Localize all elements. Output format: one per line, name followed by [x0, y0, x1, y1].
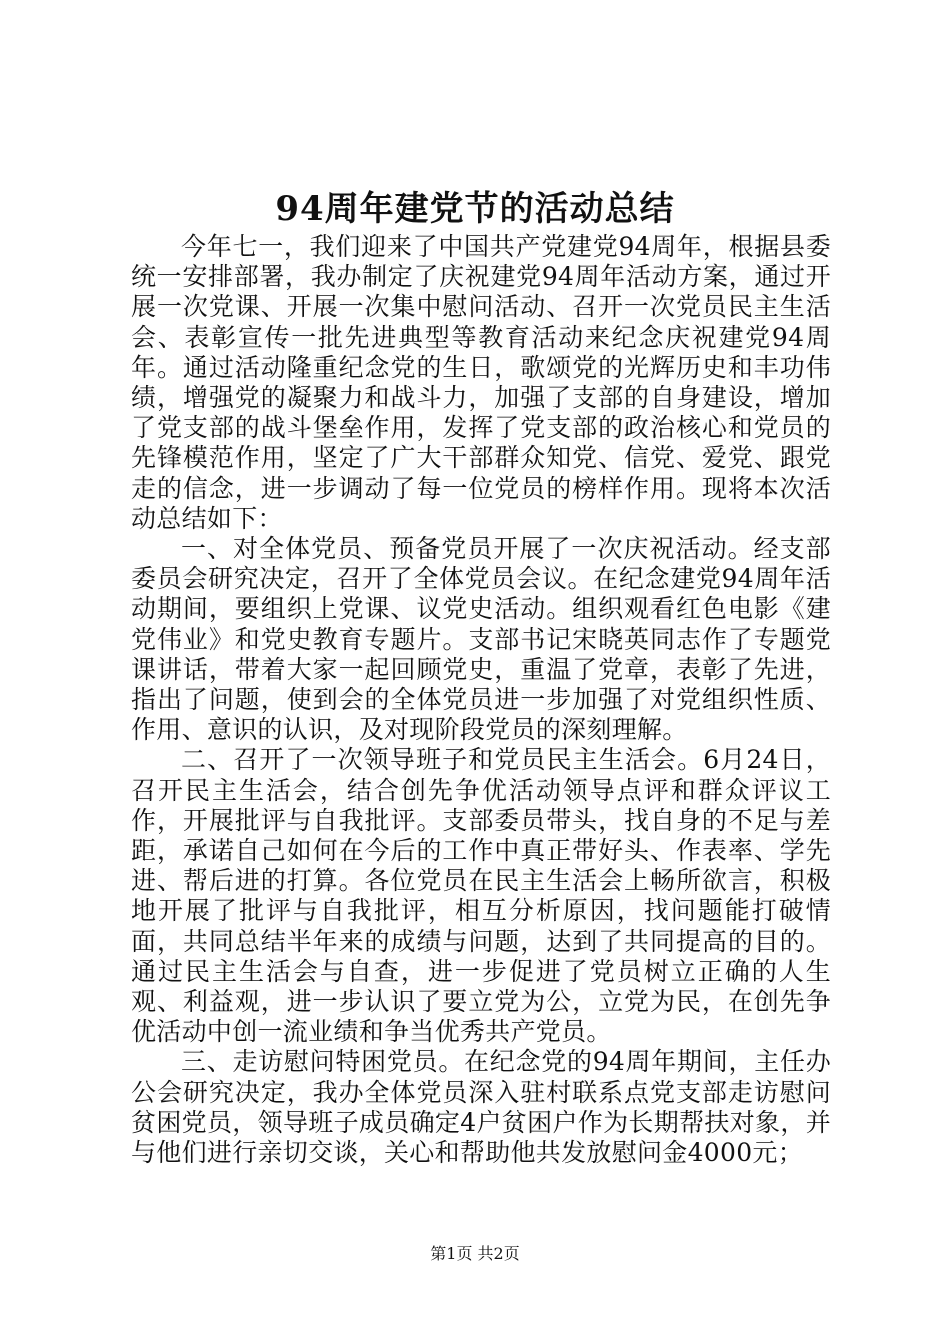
document-title: 94周年建党节的活动总结 — [275, 189, 675, 229]
paragraph-section-1: 一、对全体党员、预备党员开展了一次庆祝活动。经支部委员会研究决定，召开了全体党员会议。在纪念建党94周年活动期间，要组织上党课、议党史活动。组织观看红色电影《建党伟业》和党史教育专题片。支部书记宋晓英同志作了专题党课讲话，带着大家一起回顾党史，重温了党章，表彰了先进，指出了问题，使到会的全体党员进一步加强了对党组织性质、作用、意识的认识，及对现阶段党员的深刻理解。 — [131, 534, 831, 745]
page-number-footer: 第1页 共2页 — [430, 1244, 520, 1263]
paragraph-section-3: 三、走访慰问特困党员。在纪念党的94周年期间，主任办公会研究决定，我办全体党员深入驻村联系点党支部走访慰问贫困党员，领导班子成员确定4户贫困户作为长期帮扶对象，并与他们进行亲切交谈，关心和帮助他共发放慰问金4000元； — [131, 1047, 831, 1168]
paragraph-intro: 今年七一，我们迎来了中国共产党建党94周年，根据县委统一安排部署，我办制定了庆祝建党94周年活动方案，通过开展一次党课、开展一次集中慰问活动、召开一次党员民主生活会、表彰宣传一批先进典型等教育活动来纪念庆祝建党94周年。通过活动隆重纪念党的生日，歌颂党的光辉历史和丰功伟绩，增强党的凝聚力和战斗力，加强了支部的自身建设，增加了党支部的战斗堡垒作用，发挥了党支部的政治核心和党员的先锋模范作用，坚定了广大干部群众知党、信党、爱党、跟党走的信念，进一步调动了每一位党员的榜样作用。现将本次活动总结如下： — [131, 232, 831, 533]
document-body — [131, 232, 831, 1168]
paragraph-section-2: 二、召开了一次领导班子和党员民主生活会。6月24日，召开民主生活会，结合创先争优活动领导点评和群众评议工作，开展批评与自我批评。支部委员带头，找自身的不足与差距，承诺自己如何在今后的工作中真正带好头、作表率、学先进、帮后进的打算。各位党员在民主生活会上畅所欲言，积极地开展了批评与自我批评，相互分析原因，找问题能打破情面，共同总结半年来的成绩与问题，达到了共同提高的目的。通过民主生活会与自查，进一步促进了党员树立正确的人生观、利益观，进一步认识了要立党为公，立党为民，在创先争优活动中创一流业绩和争当优秀共产党员。 — [131, 745, 831, 1047]
